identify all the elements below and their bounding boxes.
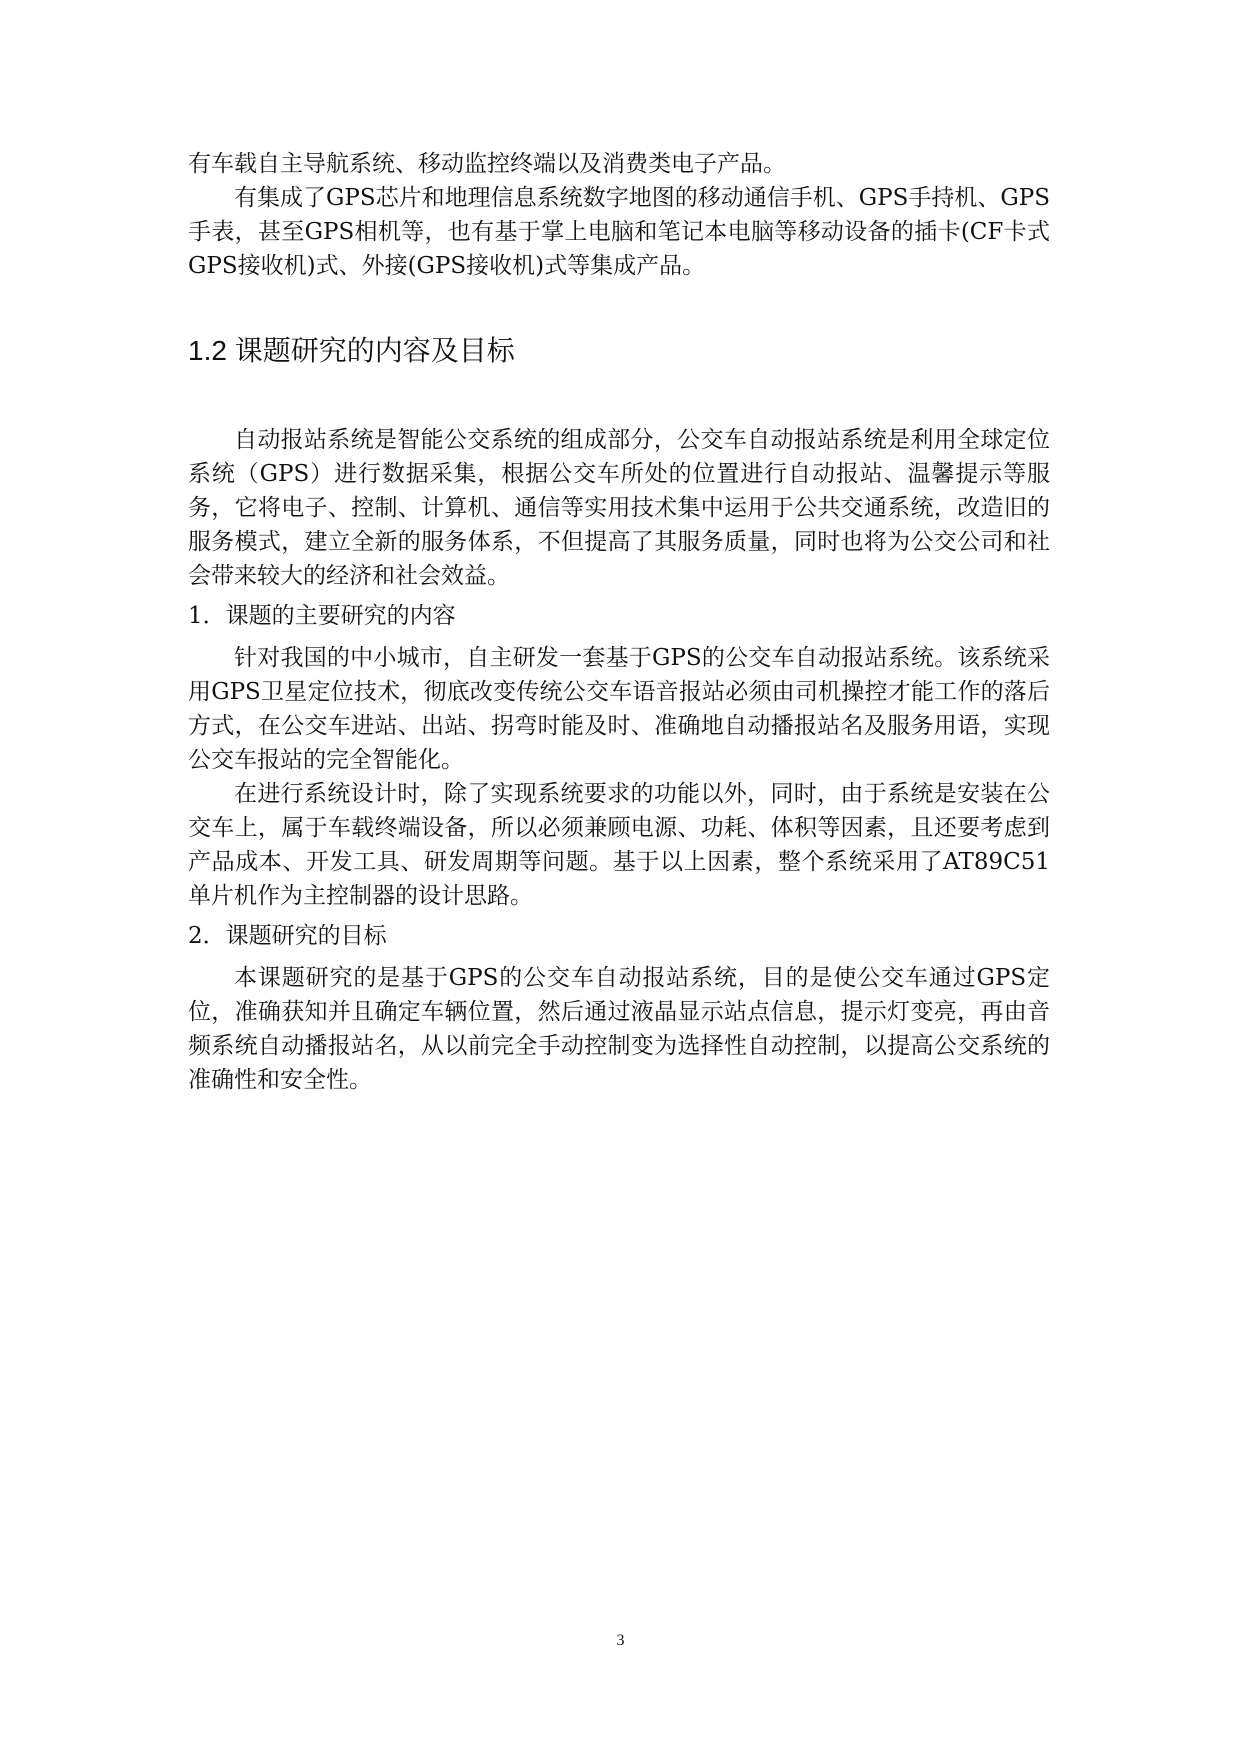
document-body <box>188 147 1050 1097</box>
paragraph-gps-products: 有集成了GPS芯片和地理信息系统数字地图的移动通信手机、GPS手持机、GPS手表，甚至GPS相机等，也有基于掌上电脑和笔记本电脑等移动设备的插卡(CF卡式GPS接收机)式、外接(GPS接收机)式等集成产品。 <box>188 185 1050 279</box>
page-number: 3 <box>616 1632 625 1649</box>
subsection-title-research-goal: 2．课题研究的目标 <box>188 923 387 949</box>
paragraph-section-intro: 自动报站系统是智能公交系统的组成部分，公交车自动报站系统是利用全球定位系统（GPS）进行数据采集，根据公交车所处的位置进行自动报站、温馨提示等服务，它将电子、控制、计算机、通信等实用技术集中运用于公共交通系统，改造旧的服务模式，建立全新的服务体系，不但提高了其服务质量，同时也将为公交公司和社会带来较大的经济和社会效益。 <box>188 427 1050 589</box>
section-heading: 1.2 课题研究的内容及目标 <box>188 335 515 366</box>
paragraph-research-goal: 本课题研究的是基于GPS的公交车自动报站系统，目的是使公交车通过GPS定位，准确获知并且确定车辆位置，然后通过液晶显示站点信息，提示灯变亮，再由音频系统自动播报站名，从以前完全手动控制变为选择性自动控制，以提高公交系统的准确性和安全性。 <box>188 965 1050 1093</box>
paragraph-intro-continuation: 有车载自主导航系统、移动监控终端以及消费类电子产品。 <box>188 151 786 177</box>
paragraph-research-content: 针对我国的中小城市，自主研发一套基于GPS的公交车自动报站系统。该系统采用GPS卫星定位技术，彻底改变传统公交车语音报站必须由司机操控才能工作的落后方式，在公交车进站、出站、拐弯时能及时、准确地自动播报站名及服务用语，实现公交车报站的完全智能化。 <box>188 645 1050 773</box>
subsection-title-research-content: 1．课题的主要研究的内容 <box>188 603 456 629</box>
paragraph-system-design: 在进行系统设计时，除了实现系统要求的功能以外，同时，由于系统是安装在公交车上，属于车载终端设备，所以必须兼顾电源、功耗、体积等因素，且还要考虑到产品成本、开发工具、研发周期等问题。基于以上因素，整个系统采用了AT89C51单片机作为主控制器的设计思路。 <box>188 781 1050 909</box>
